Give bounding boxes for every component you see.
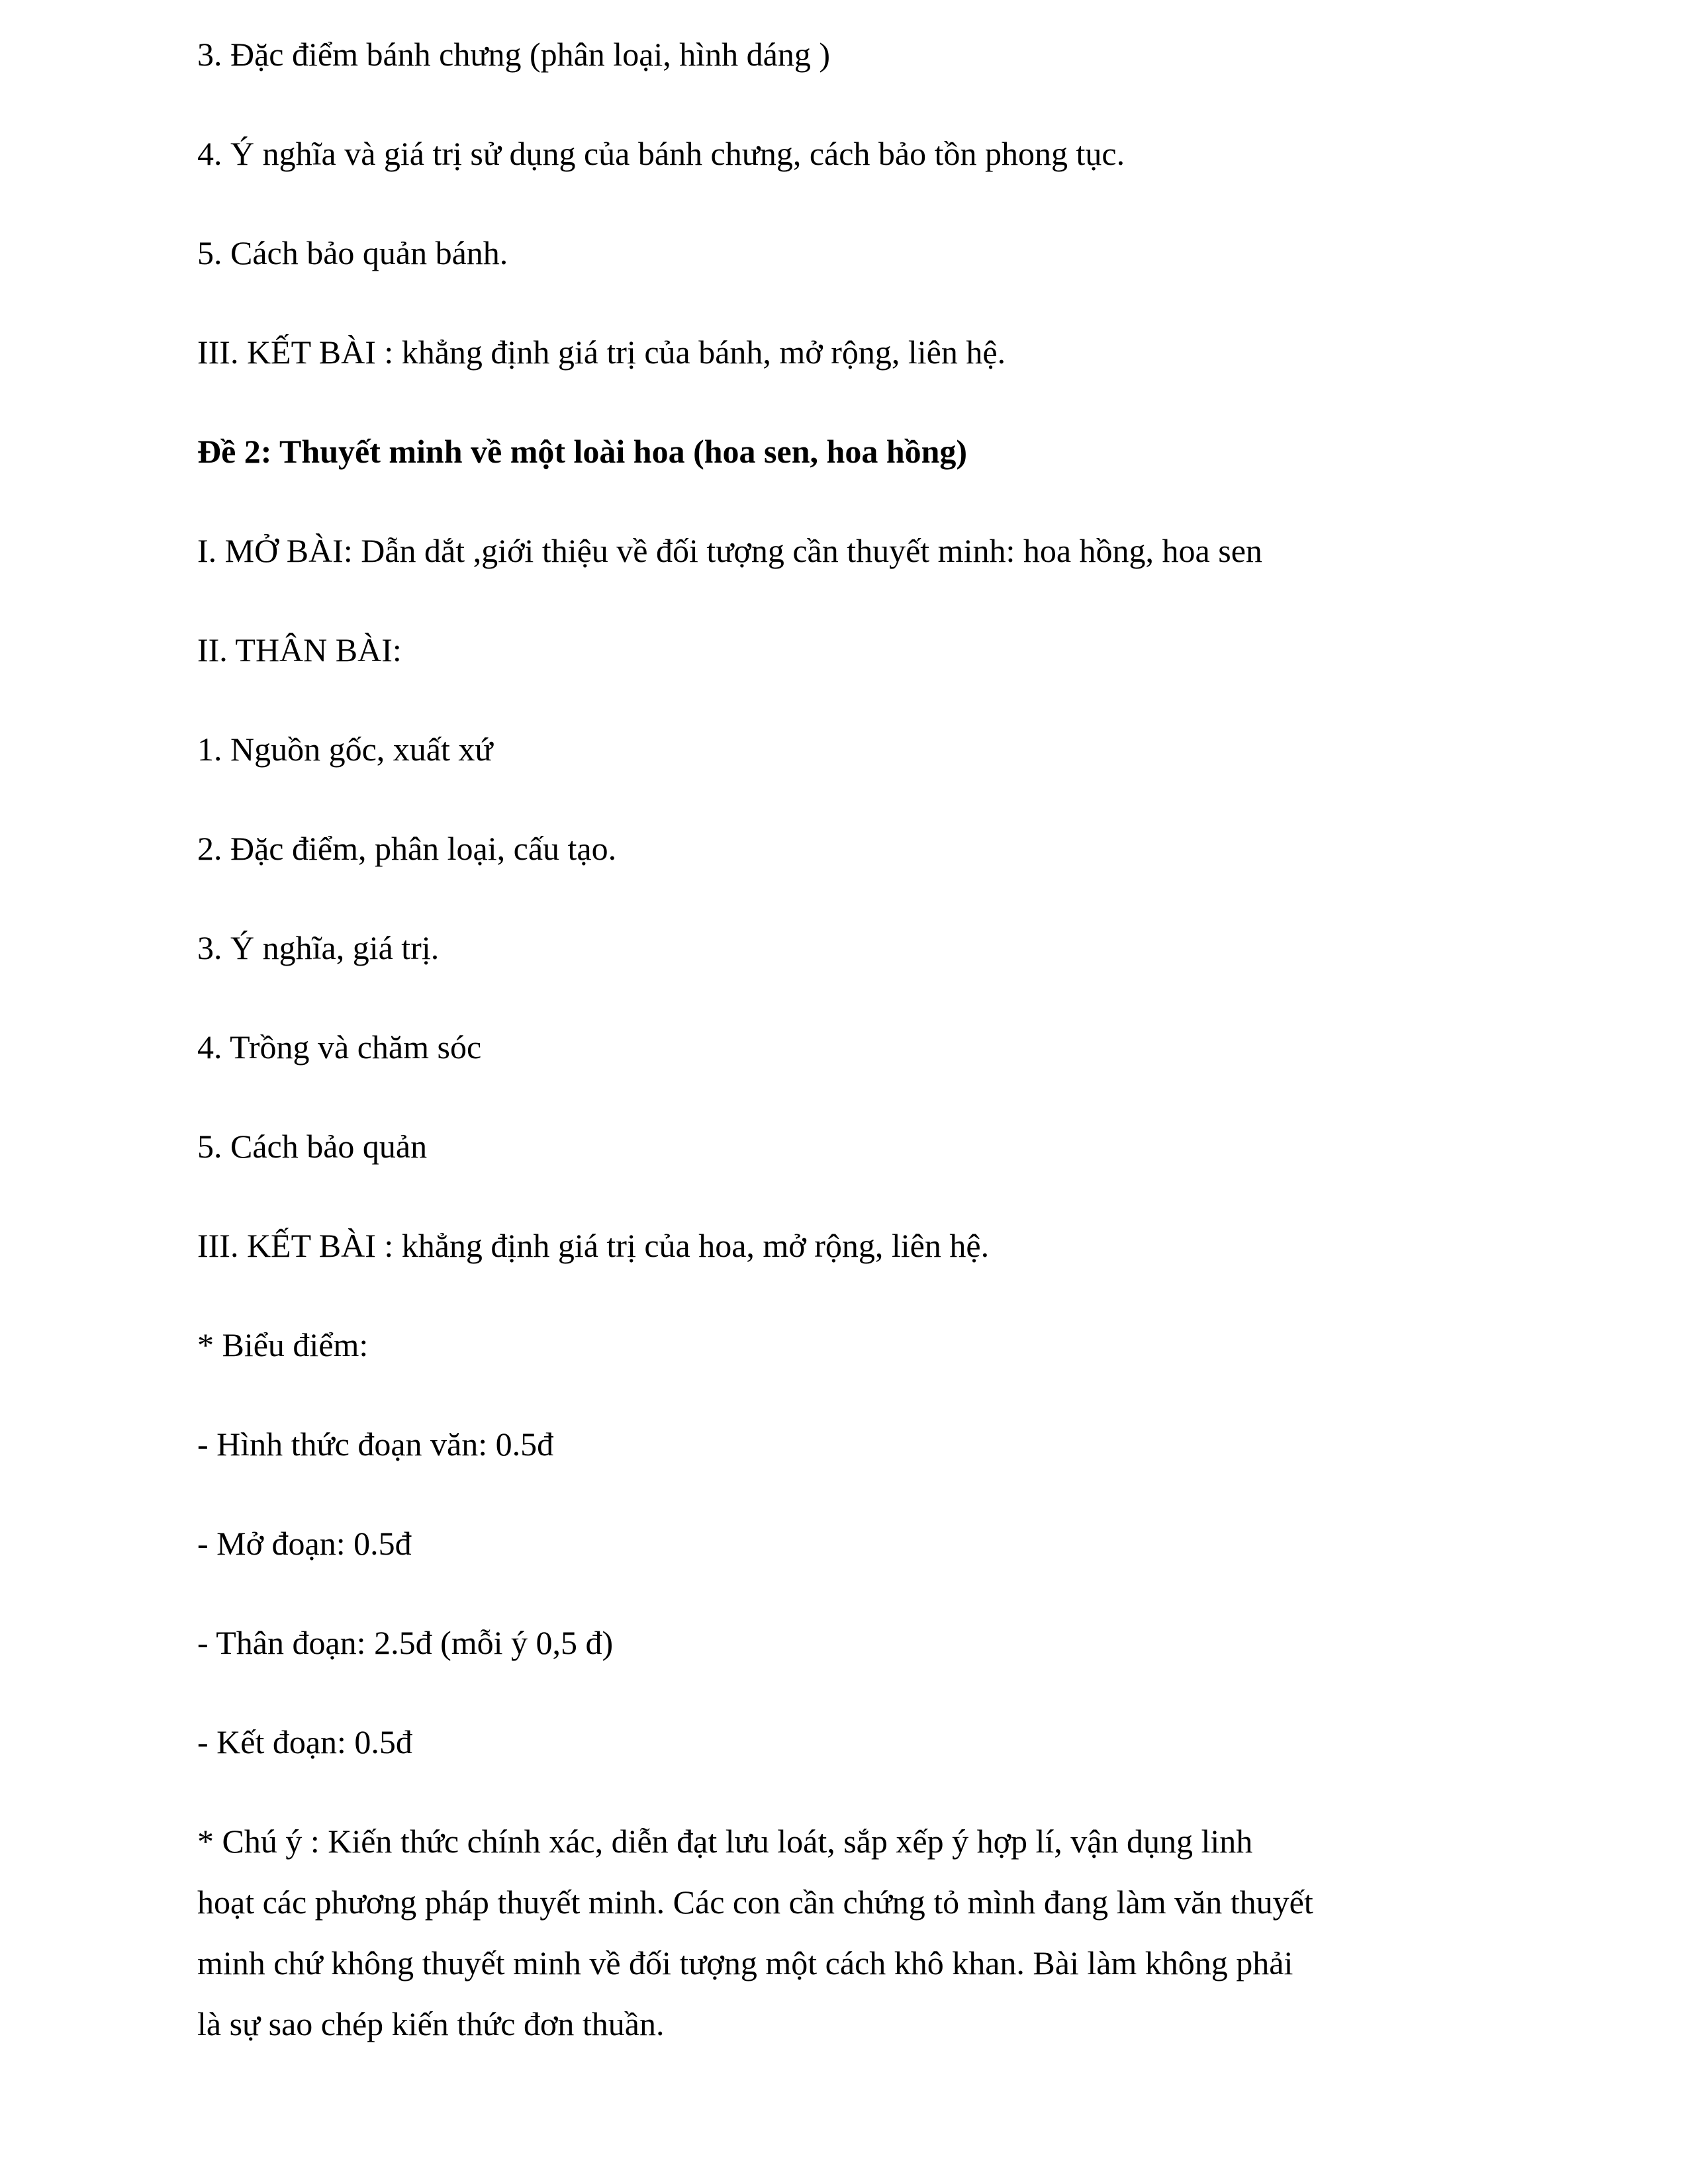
than-bai-heading: II. THÂN BÀI: [197,631,402,668]
bieu-diem-heading: * Biểu điểm: [197,1326,369,1363]
item-5-bao-quan-banh: 5. Cách bảo quản bánh. [197,234,508,271]
mo-bai-hoa: I. MỞ BÀI: Dẫn dắt ,giới thiệu về đối tượng cần thuyết minh: hoa hồng, hoa sen [197,532,1262,569]
chu-y-line-1: * Chú ý : Kiến thức chính xác, diễn đạt lưu loát, sắp xếp ý hợp lí, vận dụng linh [197,1823,1253,1860]
chu-y-line-4: là sự sao chép kiến thức đơn thuần. [197,2005,665,2042]
item-4-y-nghia-banh-chung: 4. Ý nghĩa và giá trị sử dụng của bánh chưng, cách bảo tồn phong tục. [197,135,1125,172]
bieu-diem-mo-doan: - Mở đoạn: 0.5đ [197,1525,412,1562]
item-1-nguon-goc: 1. Nguồn gốc, xuất xứ [197,731,493,768]
ket-bai-banh: III. KẾT BÀI : khẳng định giá trị của bánh, mở rộng, liên hệ. [197,334,1006,371]
de-2-heading: Đề 2: Thuyết minh về một loài hoa (hoa sen, hoa hồng) [197,433,968,470]
ket-bai-hoa: III. KẾT BÀI : khẳng định giá trị của hoa, mở rộng, liên hệ. [197,1227,990,1264]
bieu-diem-than-doan: - Thân đoạn: 2.5đ (mỗi ý 0,5 đ) [197,1624,614,1661]
chu-y-line-3: minh chứ không thuyết minh về đối tượng một cách khô khan. Bài làm không phải [197,1944,1293,1981]
item-3-dac-diem-banh-chung: 3. Đặc điểm bánh chưng (phân loại, hình dáng ) [197,36,831,73]
item-3-y-nghia: 3. Ý nghĩa, giá trị. [197,929,440,966]
bieu-diem-ket-doan: - Kết đoạn: 0.5đ [197,1723,412,1760]
chu-y-line-2: hoạt các phương pháp thuyết minh. Các con cần chứng tỏ mình đang làm văn thuyết [197,1884,1313,1921]
item-5-bao-quan: 5. Cách bảo quản [197,1128,428,1165]
bieu-diem-hinh-thuc: - Hình thức đoạn văn: 0.5đ [197,1426,554,1463]
item-4-trong-cham-soc: 4. Trồng và chăm sóc [197,1028,482,1066]
item-2-dac-diem: 2. Đặc điểm, phân loại, cấu tạo. [197,830,617,867]
